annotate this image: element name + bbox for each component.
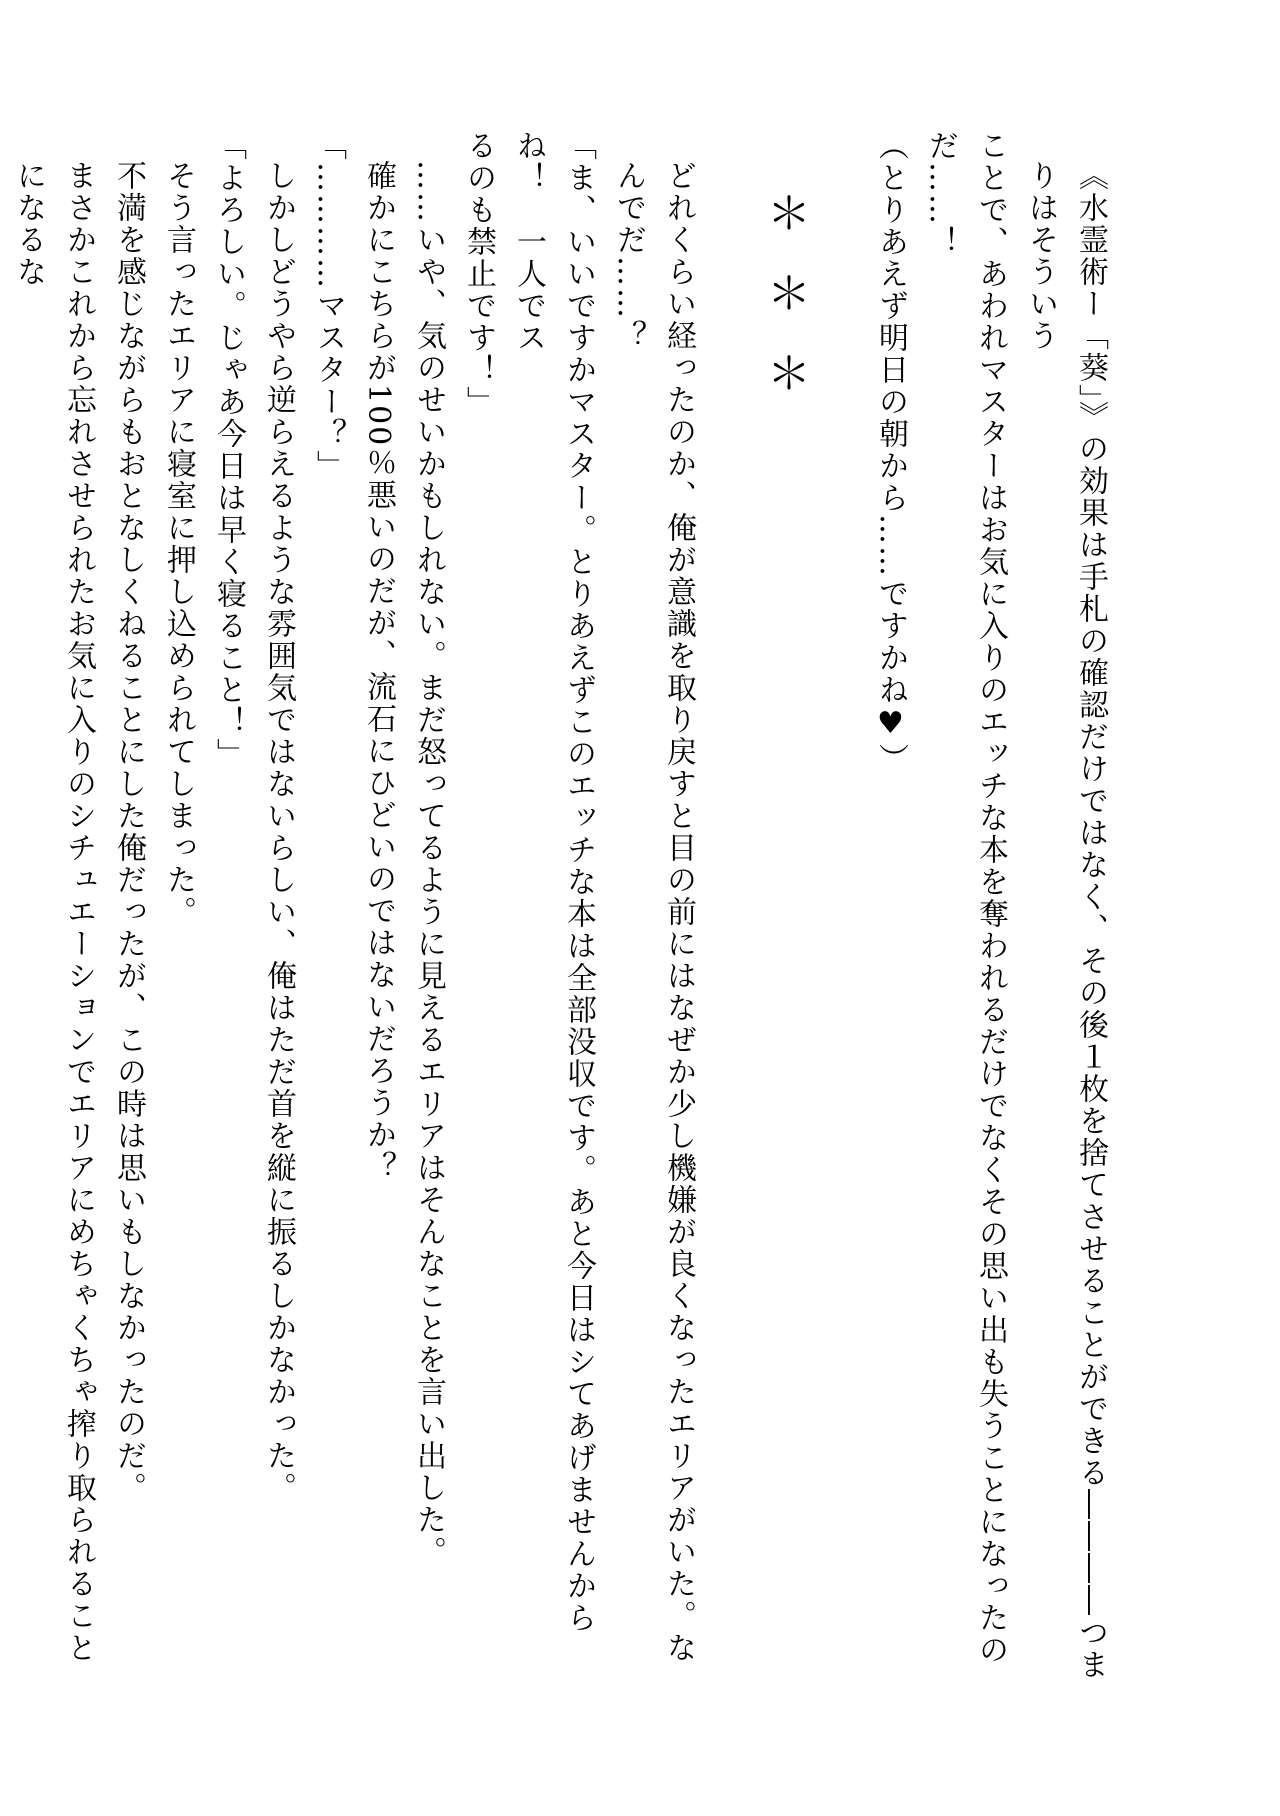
- paragraph-5-line-1: ……いや、気のせいかもしれない。まだ怒ってるように見えるエリアはそんなことを言い出した。: [411, 160, 446, 1568]
- paragraph-7-line-1: 「…………マスター？」: [311, 130, 346, 482]
- paragraph-12-line-2: [0, 130, 3, 1690]
- paragraph-4-line-1: 「ま、いいですかマスター。とりあえずこのエッチな本は全部没収です。あと今日はシてあげませんからね！ 一人でス: [511, 130, 596, 1634]
- blank-line: [815, 130, 865, 1690]
- paragraph-12-line-1: まさかこれから忘れさせられたお気に入りのシチュエーションでエリアにめちゃくちゃ搾り取られることになるな: [11, 160, 96, 1664]
- paragraph-3-line-1: どれくらい経ったのか、俺が意識を取り戻すと目の前にはなぜか少し機嫌が良くなったエリアがいた。なんでだ……？: [611, 160, 696, 1664]
- paragraph-8-line-1: しかしどうやら逆らえるような雰囲気ではないらしい、俺はただ首を縦に振るしかなかった。: [261, 160, 296, 1504]
- section-separator: ＊＊＊: [759, 190, 810, 430]
- paragraph-1-line-1: 《水霊術ー「葵」》の効果は手札の確認だけではなく、その後１枚を捨てさせることができる――――つまりはそういう: [1023, 160, 1108, 1681]
- paragraph-10-line-1: そう言ったエリアに寝室に押し込められてしまった。: [161, 160, 196, 928]
- paragraph-6-line-1: 確かにこちらが100％悪いのだが、流石にひどいのではないだろうか？: [361, 160, 396, 1184]
- paragraph-2-line-1: （とりあえず明日の朝から……ですかね♥）: [873, 130, 908, 775]
- paragraph-1-line-2: ことで、あわれマスターはお気に入りのエッチな本を奪われるだけでなくその思い出も失うことになったのだ……！: [923, 130, 1008, 1666]
- paragraph-11-line-1: 不満を感じながらもおとなしくねることにした俺だったが、この時は思いもしなかったのだ。: [111, 160, 146, 1504]
- blank-line: [703, 130, 753, 1690]
- paragraph-4-line-2: るのも禁止です！」: [461, 130, 496, 418]
- paragraph-9-line-1: 「よろしい。じゃあ今日は早く寝ること！」: [211, 130, 246, 770]
- vertical-text-body: [0, 130, 1115, 1690]
